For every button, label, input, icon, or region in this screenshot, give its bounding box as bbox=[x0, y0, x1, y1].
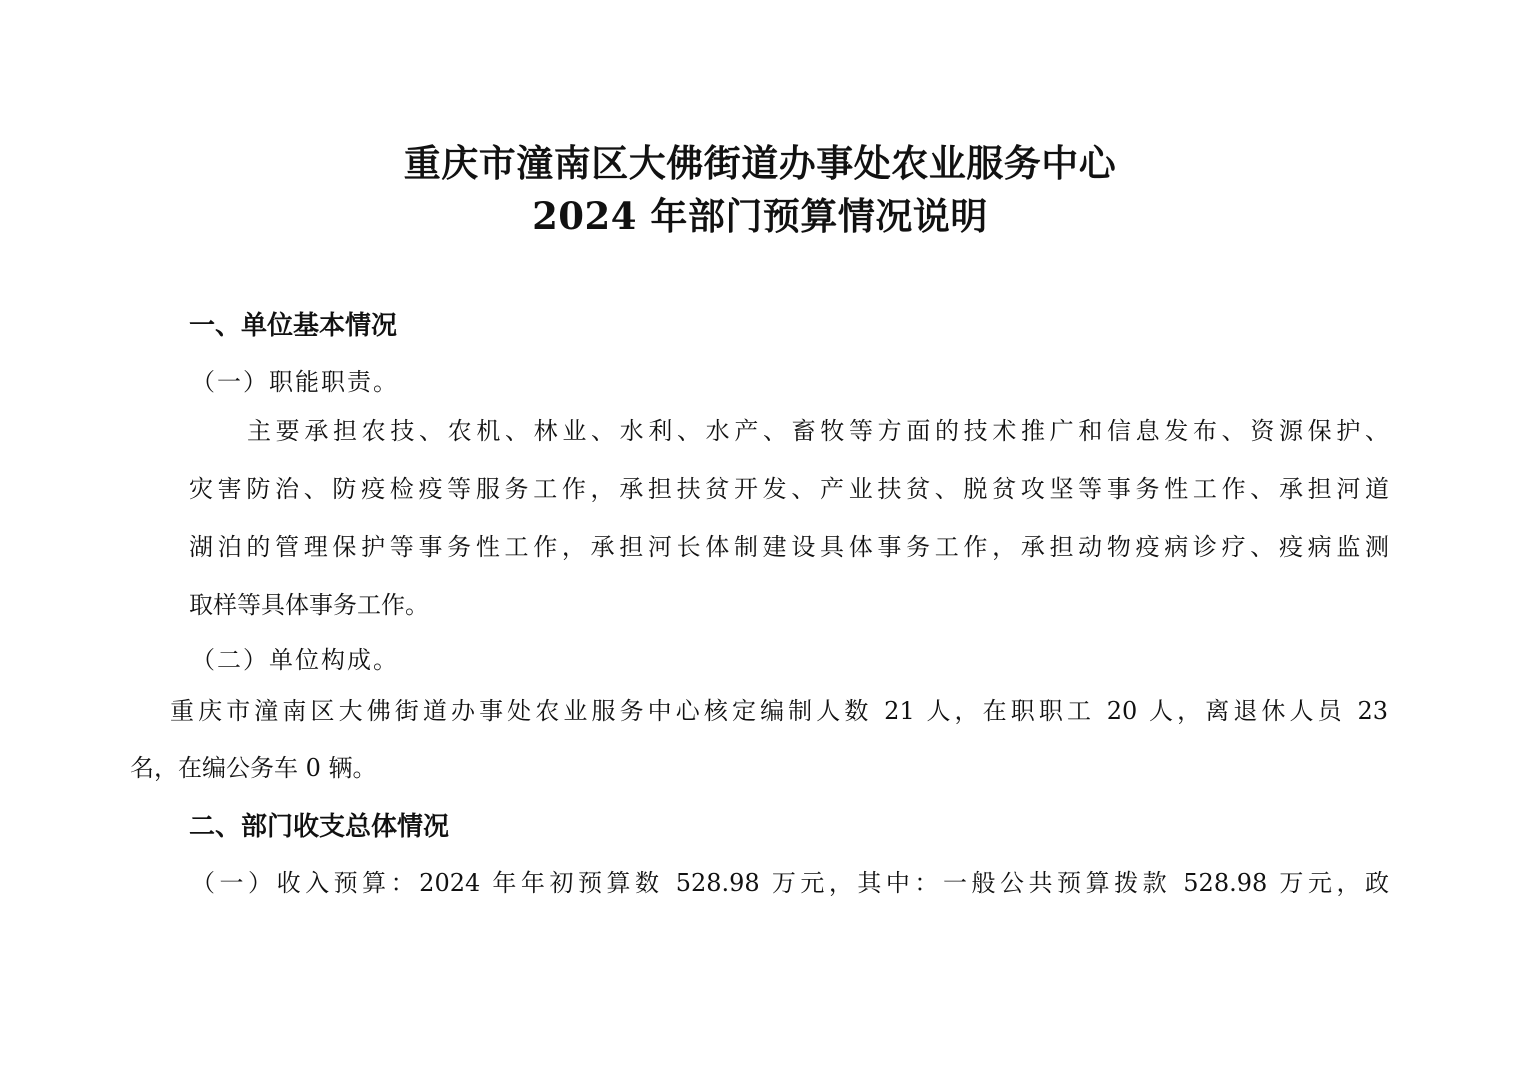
document-title-line1: 重庆市潼南区大佛街道办事处农业服务中心 bbox=[403, 141, 1117, 185]
paragraph-line: 主要承担农技、农机、林业、水利、水产、畜牧等方面的技术推广和信息发布、资源保护、 bbox=[247, 417, 1389, 445]
section1-sub2-line2: 名，在编公务车 0 辆。 bbox=[130, 754, 377, 782]
paragraph-line: 取样等具体事务工作。 bbox=[189, 591, 429, 619]
section2-heading: 二、部门收支总体情况 bbox=[189, 812, 450, 842]
paragraph-line: 湖泊的管理保护等事务性工作，承担河长体制建设具体事务工作，承担动物疫病诊疗、疫病监测 bbox=[189, 533, 1389, 561]
section1-sub1-paragraph bbox=[189, 402, 1389, 634]
section1-heading: 一、单位基本情况 bbox=[189, 311, 398, 341]
section2-sub1-line: （一）收入预算：2024 年年初预算数 528.98 万元，其中：一般公共预算拨款 528.98 万元，政 bbox=[191, 869, 1389, 897]
section1-sub2-label: （二）单位构成。 bbox=[191, 646, 399, 674]
section1-sub1-label: （一）职能职责。 bbox=[191, 368, 399, 396]
document-title-line2: 2024 年部门预算情况说明 bbox=[532, 194, 988, 238]
section1-sub2-line1: 重庆市潼南区大佛街道办事处农业服务中心核定编制人数 21 人，在职职工 20 人，离退休人员 23 bbox=[170, 697, 1388, 725]
paragraph-line: 灾害防治、防疫检疫等服务工作，承担扶贫开发、产业扶贫、脱贫攻坚等事务性工作、承担河道 bbox=[189, 475, 1389, 503]
